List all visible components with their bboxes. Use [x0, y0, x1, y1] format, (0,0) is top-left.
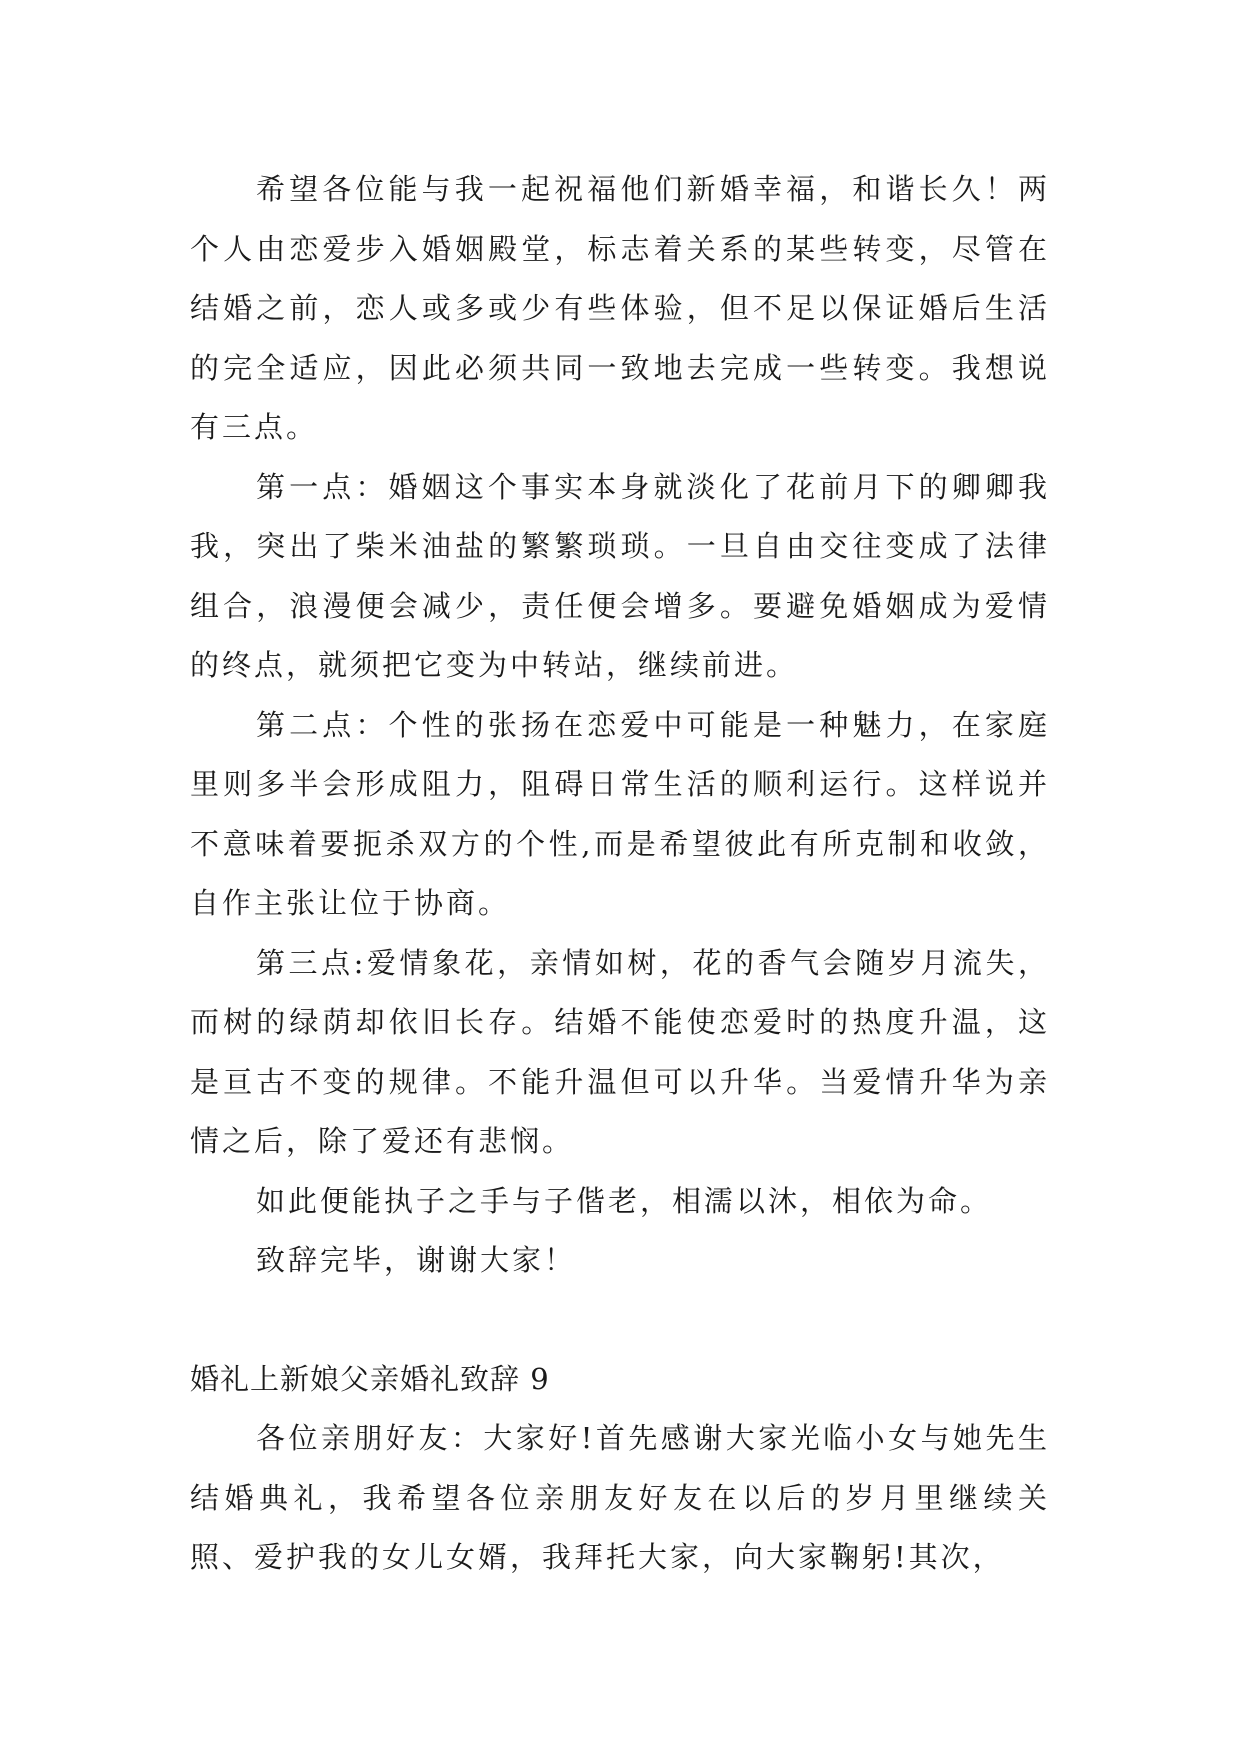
- section-heading: 婚礼上新娘父亲婚礼致辞 9: [190, 1361, 550, 1396]
- paragraph-closing-blessing: 如此便能执子之手与子偕老，相濡以沐，相依为命。: [256, 1183, 993, 1218]
- paragraph-thanks: 致辞完毕，谢谢大家！: [256, 1243, 577, 1277]
- paragraph-point-two: 第二点：个性的张扬在恋爱中可能是一种魅力，在家庭里则多半会形成阻力，阻碍日常生活的顺利运行。这样说并不意味着要扼杀双方的个性,而是希望彼此有所克制和收敛，自作主张让位于协商。: [190, 707, 1050, 920]
- paragraph-point-one: 第一点：婚姻这个事实本身就淡化了花前月下的卿卿我我，突出了柴米油盐的繁繁琐琐。一旦自由交往变成了法律组合，浪漫便会减少，责任便会增多。要避免婚姻成为爱情的终点，就须把它变为中转站，继续前进。: [190, 469, 1050, 682]
- paragraph-wishes: 希望各位能与我一起祝福他们新婚幸福，和谐长久！两个人由恋爱步入婚姻殿堂，标志着关系的某些转变，尽管在结婚之前，恋人或多或少有些体验，但不足以保证婚后生活的完全适应，因此必须共同一致地去完成一些转变。我想说有三点。: [190, 172, 1050, 444]
- document-body: [190, 160, 1050, 1588]
- paragraph-greeting: 各位亲朋好友：大家好!首先感谢大家光临小女与她先生结婚典礼，我希望各位亲朋友好友在以后的岁月里继续关照、爱护我的女儿女婿，我拜托大家，向大家鞠躬!其次，: [190, 1421, 1050, 1574]
- paragraph-point-three: 第三点:爱情象花，亲情如树，花的香气会随岁月流失，而树的绿荫却依旧长存。结婚不能使恋爱时的热度升温，这是亘古不变的规律。不能升温但可以升华。当爱情升华为亲情之后，除了爱还有悲悯。: [190, 945, 1050, 1158]
